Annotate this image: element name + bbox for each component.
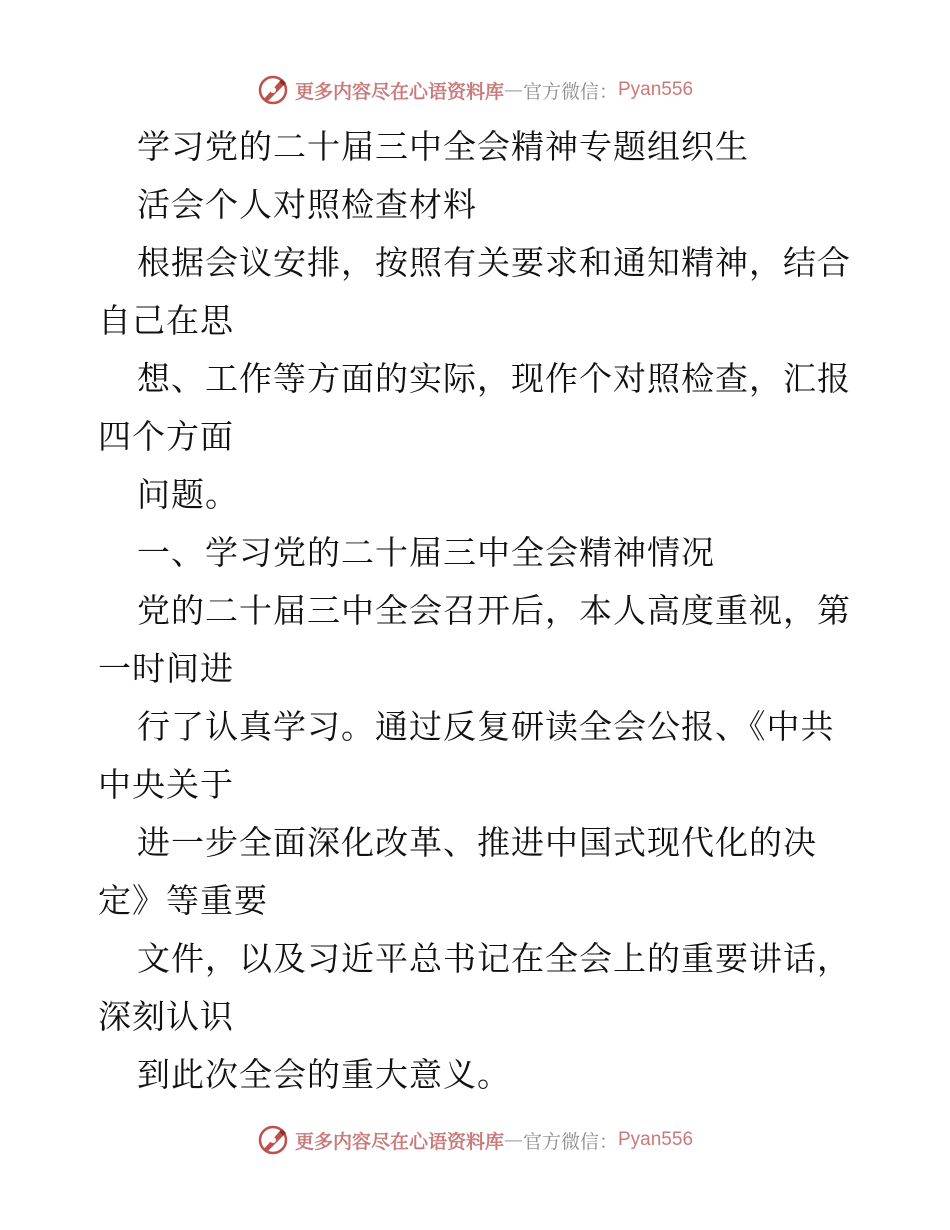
body-text-line: 党的二十届三中全会召开后，本人高度重视，第 xyxy=(137,591,851,630)
footer-banner xyxy=(0,1120,950,1160)
document-title-line-2: 活会个人对照检查材料 xyxy=(137,185,477,224)
body-text-line: 到此次全会的重大意义。 xyxy=(137,1055,511,1094)
body-text-line: 文件，以及习近平总书记在全会上的重要讲话， xyxy=(137,939,851,978)
pen-circle-logo-icon xyxy=(257,1124,289,1156)
banner-brand-text: 更多内容尽在心语资料库 xyxy=(294,80,504,103)
body-text-line: 自己在思 xyxy=(98,301,234,340)
document-title-line-1: 学习党的二十届三中全会精神专题组织生 xyxy=(137,127,749,166)
banner-wechat-id: Pyan556 xyxy=(618,79,694,100)
body-text-line: 深刻认识 xyxy=(98,997,234,1036)
header-banner xyxy=(0,70,950,110)
banner-separator: — xyxy=(503,79,523,101)
body-text-line: 四个方面 xyxy=(98,417,234,456)
body-text-line: 想、工作等方面的实际，现作个对照检查，汇报 xyxy=(137,359,851,398)
body-text-line: 一时间进 xyxy=(98,649,234,688)
body-text-line: 行了认真学习。通过反复研读全会公报、《中共 xyxy=(137,707,835,746)
banner-separator: — xyxy=(503,1129,523,1151)
banner-wechat-id: Pyan556 xyxy=(618,1129,694,1150)
pen-circle-logo-icon xyxy=(257,74,289,106)
body-text-line: 定》等重要 xyxy=(98,881,268,920)
banner-wechat-label: 官方微信： xyxy=(522,1130,618,1153)
section-heading: 一、学习党的二十届三中全会精神情况 xyxy=(137,533,715,572)
banner-wechat-label: 官方微信： xyxy=(522,80,618,103)
body-text-line: 问题。 xyxy=(137,475,239,514)
body-text-line: 进一步全面深化改革、推进中国式现代化的决 xyxy=(137,823,817,862)
body-text-line: 中央关于 xyxy=(98,765,234,804)
banner-brand-text: 更多内容尽在心语资料库 xyxy=(294,1130,504,1153)
body-text-line: 根据会议安排，按照有关要求和通知精神，结合 xyxy=(137,243,851,282)
